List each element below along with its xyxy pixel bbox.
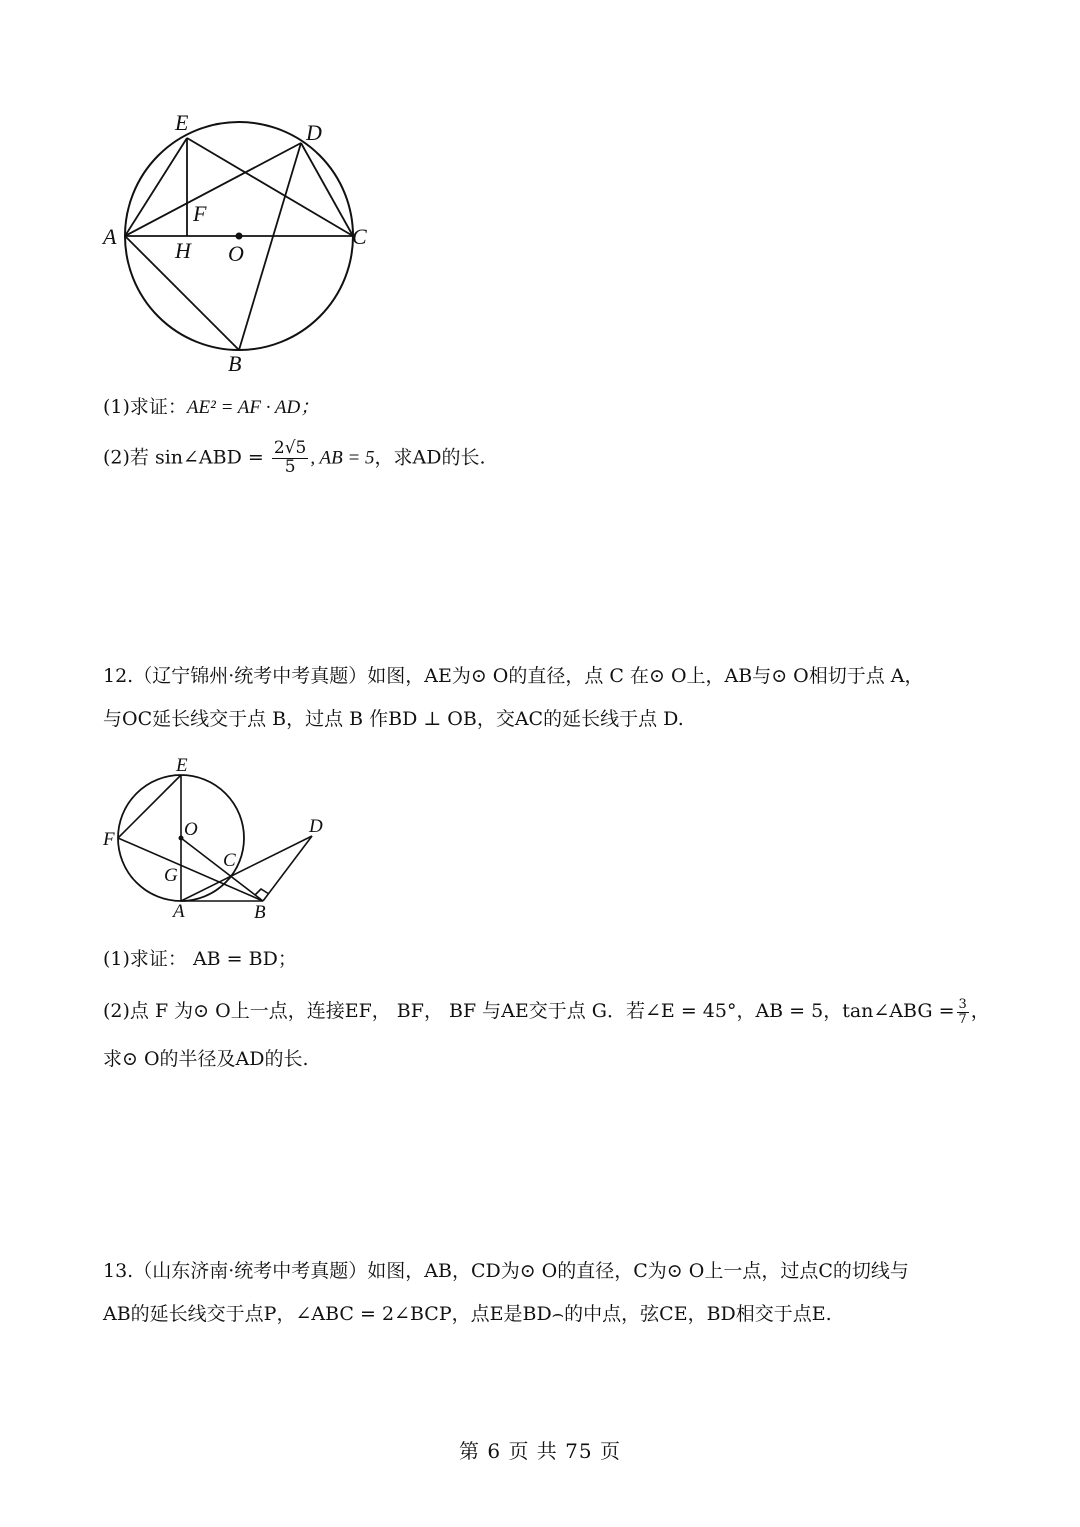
label-H: H <box>175 238 191 263</box>
label-F2: F <box>103 829 115 850</box>
q11-part1: (1)求证：AE² = AF · AD； <box>103 396 320 418</box>
label-E2: E <box>176 755 188 776</box>
q12-line2: 与OC延长线交于点 B，过点 B 作BD ⊥ OB，交AC的延长线于点 D. <box>103 708 684 730</box>
q13-line2: AB的延长线交于点P，∠ABC = 2∠BCP，点E是BD⌢的中点，弦CE，BD相交于点E. <box>103 1303 832 1325</box>
label-B2: B <box>254 902 266 923</box>
q12-part2a: (2)点 F 为⊙ O上一点，连接EF， BF， BF 与AE交于点 G．若∠E = 45°，AB = 5，tan∠ABG = $\frac{3}{7}$ ， <box>103 997 990 1027</box>
q12-part2b: 求⊙ O的半径及AD的长. <box>103 1048 309 1070</box>
q11-part2: (2)若 sin∠ABD = $\frac{2√5}{5}$ , AB = 5，求AD的长. <box>103 438 486 477</box>
q12-part1: (1)求证： AB = BD； <box>103 948 297 970</box>
fraction-sin: $\frac{2√5}{5}$ <box>273 438 307 477</box>
figure-circle-1 <box>95 105 385 380</box>
label-D2: D <box>309 816 323 837</box>
q13-line1: 13.（山东济南·统考中考真题）如图，AB，CD为⊙ O的直径，C为⊙ O上一点，过点C的切线与 <box>103 1260 909 1282</box>
page-footer: 第 6 页 共 75 页 <box>459 1439 621 1463</box>
label-F: F <box>193 201 207 226</box>
label-O: O <box>228 241 244 266</box>
label-E: E <box>175 110 189 135</box>
label-A2: A <box>173 901 185 922</box>
label-O2: O <box>184 819 198 840</box>
label-A: A <box>103 224 117 249</box>
label-C2: C <box>223 850 236 871</box>
figure-circle-2 <box>95 750 335 925</box>
label-D: D <box>306 120 322 145</box>
fraction-tan: $\frac{3}{7}$ <box>958 997 967 1027</box>
q12-line1: 12.（辽宁锦州·统考中考真题）如图，AE为⊙ O的直径，点 C 在⊙ O上，AB与⊙ O相切于点 A， <box>103 665 924 687</box>
label-B: B <box>228 351 242 376</box>
label-C: C <box>352 224 367 249</box>
label-G2: G <box>164 865 178 886</box>
